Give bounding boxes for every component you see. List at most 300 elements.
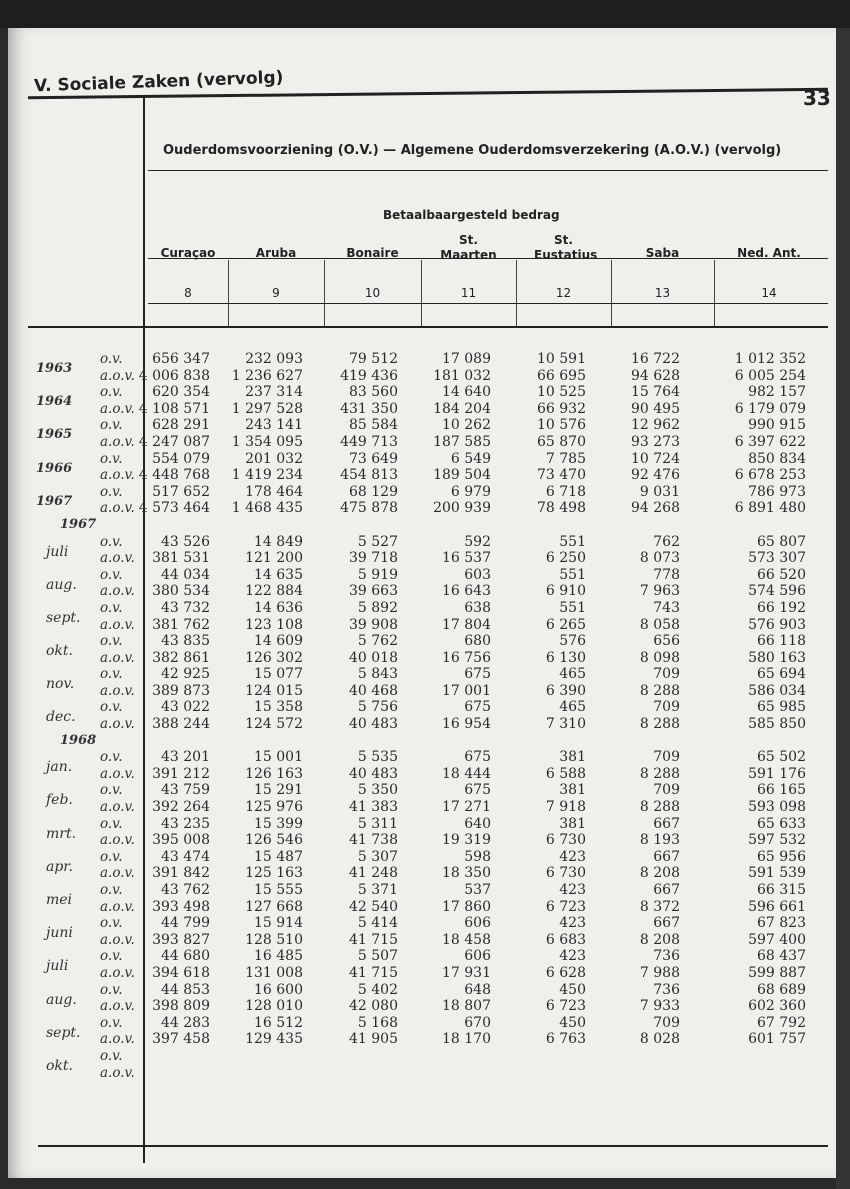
table-cell: 8 098 <box>639 649 680 666</box>
table-cell: 381 531 <box>152 550 210 567</box>
month-label: aug. <box>46 991 77 1008</box>
table-cell: 1 468 435 <box>231 500 303 517</box>
table-cell: 5 843 <box>357 666 398 683</box>
table-cell: 66 520 <box>757 566 806 583</box>
column-header: Curaçao <box>160 246 216 260</box>
table-cell: 42 540 <box>349 898 398 915</box>
table-cell: 16 485 <box>254 948 303 965</box>
table-row <box>8 1000 836 1017</box>
table-cell: 381 762 <box>152 616 210 633</box>
table-cell: 17 001 <box>442 682 491 699</box>
table-cell: 709 <box>653 782 680 799</box>
table-cell: 591 539 <box>748 865 806 882</box>
column-header: Aruba <box>255 246 297 260</box>
table-cell: 5 756 <box>357 699 398 716</box>
table-cell: 14 636 <box>254 599 303 616</box>
table-cell: 178 464 <box>245 483 303 500</box>
table-cell: 675 <box>464 749 491 766</box>
table-cell: 423 <box>559 948 586 965</box>
header-bottom-rule <box>28 326 828 328</box>
table-cell: 123 108 <box>245 616 303 633</box>
table-cell: 65 956 <box>757 848 806 865</box>
period-label: 1967 <box>60 516 97 532</box>
table-cell: 14 609 <box>254 633 303 650</box>
table-cell: 8 288 <box>639 799 680 816</box>
table-cell: 6 723 <box>545 998 586 1015</box>
row-type-label: o.v. <box>100 981 123 998</box>
table-cell: 121 200 <box>245 550 303 567</box>
table-cell: 90 495 <box>631 400 680 417</box>
table-cell: 592 <box>464 533 491 550</box>
table-cell: 94 268 <box>631 500 680 517</box>
table-cell: 15 077 <box>254 666 303 683</box>
table-cell: 66 315 <box>757 882 806 898</box>
table-cell: 93 273 <box>631 433 680 450</box>
table-cell: 6 390 <box>545 682 586 699</box>
group-header: Betaalbaargesteld bedrag <box>383 208 560 222</box>
table-cell: 16 643 <box>442 583 491 600</box>
subtitle-rule <box>148 170 828 171</box>
table-cell: 1 419 234 <box>231 467 303 484</box>
scan-top-border <box>0 0 850 28</box>
table-cell: 670 <box>464 1014 491 1031</box>
table-cell: 40 483 <box>349 765 398 782</box>
table-cell: 15 555 <box>254 882 303 898</box>
row-type-label: o.v. <box>100 633 123 650</box>
table-cell: 1 297 528 <box>231 400 303 417</box>
table-cell: 16 600 <box>254 981 303 998</box>
row-type-label: o.v. <box>100 599 123 616</box>
table-cell: 423 <box>559 882 586 898</box>
month-label: okt. <box>46 643 73 660</box>
table-cell: 16 954 <box>442 716 491 733</box>
table-cell: 394 618 <box>152 964 210 981</box>
table-cell: 78 498 <box>537 500 586 517</box>
table-cell: 6 683 <box>545 931 586 948</box>
table-cell: 5 762 <box>357 633 398 650</box>
row-type-label: a.o.v. <box>100 1031 135 1048</box>
table-cell: 419 436 <box>340 367 398 384</box>
table-cell: 18 458 <box>442 931 491 948</box>
table-cell: 124 572 <box>245 716 303 733</box>
table-cell: 6 910 <box>545 583 586 600</box>
table-cell: 598 <box>464 848 491 865</box>
table-cell: 391 212 <box>152 765 210 782</box>
row-type-label: o.v. <box>100 666 123 683</box>
table-cell: 43 022 <box>161 699 210 716</box>
table-cell: 423 <box>559 848 586 865</box>
month-label: mei <box>46 892 73 908</box>
row-type-label: a.o.v. <box>100 716 135 733</box>
table-row <box>8 502 836 519</box>
row-type-label: o.v. <box>100 417 123 434</box>
table-cell: 39 663 <box>349 583 398 600</box>
month-label: mrt. <box>46 825 77 842</box>
table-cell: 850 834 <box>748 450 806 467</box>
colhead-rule <box>148 303 828 304</box>
table-cell: 576 <box>559 633 586 650</box>
month-label: nov. <box>46 676 75 693</box>
column-separator <box>421 260 422 326</box>
table-cell: 380 534 <box>152 583 210 600</box>
table-cell: 41 738 <box>349 832 398 849</box>
table-cell: 551 <box>559 533 586 550</box>
table-cell: 131 008 <box>245 964 303 981</box>
table-cell: 675 <box>464 782 491 799</box>
column-number: 14 <box>761 286 777 300</box>
table-cell: 43 526 <box>161 533 210 550</box>
table-cell: 606 <box>464 948 491 965</box>
row-type-label: a.o.v. <box>100 1064 135 1081</box>
table-cell: 6 730 <box>545 832 586 849</box>
table-cell: 127 668 <box>245 898 303 915</box>
table-cell: 8 193 <box>639 832 680 849</box>
table-cell: 596 661 <box>748 898 806 915</box>
table-cell: 41 715 <box>349 964 398 981</box>
table-cell: 656 347 <box>152 351 210 367</box>
table-cell: 68 129 <box>349 483 398 500</box>
table-cell: 576 903 <box>748 616 806 633</box>
table-cell: 43 201 <box>161 749 210 766</box>
row-type-label: o.v. <box>100 533 123 550</box>
table-cell: 15 291 <box>254 782 303 799</box>
table-cell: 990 915 <box>748 417 806 434</box>
table-cell: 42 925 <box>161 666 210 683</box>
month-label: juli <box>46 958 69 975</box>
table-cell: 667 <box>653 848 680 865</box>
table-cell: 762 <box>653 533 680 550</box>
table-cell: 41 248 <box>349 865 398 882</box>
row-type-label: o.v. <box>100 384 123 401</box>
table-cell: 73 470 <box>537 467 586 484</box>
table-cell: 44 283 <box>161 1014 210 1031</box>
period-label: 1968 <box>60 732 97 748</box>
table-cell: 8 028 <box>639 1031 680 1048</box>
section-name: Sociale Zaken (vervolg) <box>57 67 284 96</box>
table-cell: 6 549 <box>450 450 491 467</box>
row-type-label: a.o.v. <box>100 898 135 915</box>
column-number: 13 <box>654 286 671 300</box>
column-header: Ned. Ant. <box>737 246 801 260</box>
row-type-label: o.v. <box>100 782 123 799</box>
table-cell: 8 073 <box>639 550 680 567</box>
table-row <box>8 585 836 602</box>
table-cell: 66 165 <box>757 782 806 799</box>
table-cell: 181 032 <box>433 367 491 384</box>
table-cell: 5 168 <box>357 1014 398 1031</box>
row-type-label: a.o.v. <box>100 500 135 517</box>
table-cell: 4 247 087 <box>138 433 210 450</box>
table-cell: 6 723 <box>545 898 586 915</box>
table-cell: 5 350 <box>357 782 398 799</box>
table-cell: 85 584 <box>349 417 398 434</box>
row-type-label: a.o.v. <box>100 400 135 417</box>
row-type-label: o.v. <box>100 848 123 865</box>
table-cell: 381 <box>559 782 586 799</box>
table-cell: 125 976 <box>245 799 303 816</box>
table-cell: 465 <box>559 666 586 683</box>
table-cell: 450 <box>559 981 586 998</box>
table-cell: 551 <box>559 599 586 616</box>
table-cell: 667 <box>653 882 680 898</box>
table-cell: 41 715 <box>349 931 398 948</box>
section-number: V. <box>33 75 52 97</box>
table-cell: 40 018 <box>349 649 398 666</box>
row-type-label: a.o.v. <box>100 832 135 849</box>
table-cell: 603 <box>464 566 491 583</box>
table-body <box>8 353 836 1083</box>
table-cell: 392 264 <box>152 799 210 816</box>
table-cell: 7 785 <box>545 450 586 467</box>
table-cell: 8 208 <box>639 931 680 948</box>
table-cell: 5 919 <box>357 566 398 583</box>
table-cell: 125 163 <box>245 865 303 882</box>
table-cell: 573 307 <box>748 550 806 567</box>
table-cell: 9 031 <box>639 483 680 500</box>
table-cell: 381 <box>559 815 586 832</box>
table-cell: 585 850 <box>748 716 806 733</box>
table-cell: 382 861 <box>152 649 210 666</box>
table-cell: 6 678 253 <box>734 467 806 484</box>
table-cell: 16 722 <box>631 351 680 367</box>
column-header: St. Eustatius <box>534 233 598 262</box>
table-cell: 8 208 <box>639 865 680 882</box>
column-separator <box>324 260 325 326</box>
table-cell: 709 <box>653 1014 680 1031</box>
table-cell: 68 437 <box>757 948 806 965</box>
table-cell: 16 537 <box>442 550 491 567</box>
table-cell: 17 860 <box>442 898 491 915</box>
table-row <box>8 718 836 735</box>
table-cell: 709 <box>653 666 680 683</box>
year-label: 1964 <box>36 394 73 410</box>
table-cell: 554 079 <box>152 450 210 467</box>
period-header-row <box>8 732 836 752</box>
table-cell: 10 525 <box>537 384 586 401</box>
table-cell: 465 <box>559 699 586 716</box>
row-type-label: o.v. <box>100 699 123 716</box>
table-cell: 12 962 <box>631 417 680 434</box>
row-type-label: o.v. <box>100 882 123 898</box>
table-cell: 7 963 <box>639 583 680 600</box>
table-cell: 709 <box>653 699 680 716</box>
column-header: Saba <box>645 246 680 260</box>
table-cell: 17 931 <box>442 964 491 981</box>
table-cell: 94 628 <box>631 367 680 384</box>
table-cell: 10 262 <box>442 417 491 434</box>
year-label: 1965 <box>36 427 73 443</box>
table-cell: 5 535 <box>357 749 398 766</box>
table-cell: 7 988 <box>639 964 680 981</box>
table-cell: 65 502 <box>757 749 806 766</box>
table-cell: 243 141 <box>245 417 303 434</box>
table-cell: 232 093 <box>245 351 303 367</box>
table-cell: 6 250 <box>545 550 586 567</box>
table-cell: 475 878 <box>340 500 398 517</box>
table-cell: 44 853 <box>161 981 210 998</box>
row-type-label: o.v. <box>100 1014 123 1031</box>
table-cell: 41 383 <box>349 799 398 816</box>
table-cell: 44 799 <box>161 915 210 932</box>
document-page <box>8 28 836 1178</box>
table-cell: 599 887 <box>748 964 806 981</box>
table-cell: 200 939 <box>433 500 491 517</box>
table-cell: 19 319 <box>442 832 491 849</box>
table-cell: 43 835 <box>161 633 210 650</box>
table-row <box>8 801 836 818</box>
row-type-label: o.v. <box>100 351 123 367</box>
table-cell: 15 399 <box>254 815 303 832</box>
table-subtitle: Ouderdomsvoorziening (O.V.) — Algemene Ouderdomsverzekering (A.O.V.) (vervolg) <box>163 143 782 158</box>
table-cell: 667 <box>653 815 680 832</box>
table-cell: 237 314 <box>245 384 303 401</box>
table-cell: 124 015 <box>245 682 303 699</box>
table-cell: 389 873 <box>152 682 210 699</box>
table-cell: 450 <box>559 1014 586 1031</box>
table-row <box>8 469 836 486</box>
table-cell: 6 891 480 <box>734 500 806 517</box>
column-number: 8 <box>184 286 192 300</box>
column-header: Bonaire <box>346 246 399 260</box>
table-cell: 73 649 <box>349 450 398 467</box>
row-type-label: a.o.v. <box>100 583 135 600</box>
row-type-label: a.o.v. <box>100 550 135 567</box>
table-cell: 597 532 <box>748 832 806 849</box>
page-number: 33 <box>803 86 831 110</box>
row-type-label: a.o.v. <box>100 964 135 981</box>
table-cell: 656 <box>653 633 680 650</box>
row-type-label: a.o.v. <box>100 799 135 816</box>
row-type-label: o.v. <box>100 1047 123 1064</box>
table-cell: 184 204 <box>433 400 491 417</box>
table-cell: 449 713 <box>340 433 398 450</box>
table-cell: 454 813 <box>340 467 398 484</box>
table-cell: 15 764 <box>631 384 680 401</box>
table-cell: 65 985 <box>757 699 806 716</box>
table-cell: 5 311 <box>357 815 398 832</box>
month-label: jan. <box>46 759 73 776</box>
table-cell: 126 546 <box>245 832 303 849</box>
table-cell: 129 435 <box>245 1031 303 1048</box>
table-cell: 5 507 <box>357 948 398 965</box>
table-cell: 8 288 <box>639 765 680 782</box>
table-cell: 126 163 <box>245 765 303 782</box>
row-type-label: a.o.v. <box>100 765 135 782</box>
row-type-label: a.o.v. <box>100 931 135 948</box>
row-type-label: o.v. <box>100 450 123 467</box>
table-cell: 391 842 <box>152 865 210 882</box>
table-cell: 4 006 838 <box>138 367 210 384</box>
row-type-label: o.v. <box>100 948 123 965</box>
table-cell: 43 732 <box>161 599 210 616</box>
row-type-label: a.o.v. <box>100 367 135 384</box>
table-cell: 580 163 <box>748 649 806 666</box>
table-cell: 44 680 <box>161 948 210 965</box>
table-cell: 638 <box>464 599 491 616</box>
scan-right-border <box>836 28 850 1189</box>
table-cell: 8 372 <box>639 898 680 915</box>
table-cell: 43 235 <box>161 815 210 832</box>
table-cell: 381 <box>559 749 586 766</box>
table-cell: 40 468 <box>349 682 398 699</box>
column-header: St. Maarten <box>440 233 497 262</box>
table-cell: 66 192 <box>757 599 806 616</box>
table-cell: 16 756 <box>442 649 491 666</box>
table-cell: 43 759 <box>161 782 210 799</box>
table-cell: 65 633 <box>757 815 806 832</box>
table-cell: 602 360 <box>748 998 806 1015</box>
column-number: 12 <box>555 286 572 300</box>
table-cell: 551 <box>559 566 586 583</box>
column-separator <box>228 260 229 326</box>
table-cell: 122 884 <box>245 583 303 600</box>
table-cell: 66 118 <box>757 633 806 650</box>
section-title <box>34 68 284 97</box>
row-type-label: a.o.v. <box>100 865 135 882</box>
table-cell: 786 973 <box>748 483 806 500</box>
table-cell: 14 640 <box>442 384 491 401</box>
table-cell: 6 130 <box>545 649 586 666</box>
table-cell: 591 176 <box>748 765 806 782</box>
table-cell: 15 358 <box>254 699 303 716</box>
table-cell: 6 763 <box>545 1031 586 1048</box>
table-cell: 15 001 <box>254 749 303 766</box>
month-label: feb. <box>46 792 73 809</box>
table-cell: 40 483 <box>349 716 398 733</box>
table-cell: 39 908 <box>349 616 398 633</box>
table-cell: 6 397 622 <box>734 433 806 450</box>
table-cell: 5 414 <box>357 915 398 932</box>
table-row <box>8 552 836 569</box>
month-label: juni <box>46 925 73 942</box>
table-cell: 14 635 <box>254 566 303 583</box>
table-cell: 126 302 <box>245 649 303 666</box>
column-number: 10 <box>364 286 381 300</box>
table-cell: 92 476 <box>631 467 680 484</box>
table-cell: 17 089 <box>442 351 491 367</box>
table-cell: 18 170 <box>442 1031 491 1048</box>
table-cell: 6 628 <box>545 964 586 981</box>
table-cell: 5 402 <box>357 981 398 998</box>
table-cell: 597 400 <box>748 931 806 948</box>
table-cell: 7 933 <box>639 998 680 1015</box>
table-cell: 67 823 <box>757 915 806 932</box>
table-cell: 79 512 <box>349 351 398 367</box>
table-cell: 17 271 <box>442 799 491 816</box>
table-cell: 15 914 <box>254 915 303 932</box>
table-cell: 1 354 095 <box>231 433 303 450</box>
row-type-label: o.v. <box>100 749 123 766</box>
column-separator <box>611 260 612 326</box>
table-cell: 6 979 <box>450 483 491 500</box>
table-cell: 189 504 <box>433 467 491 484</box>
table-cell: 66 695 <box>537 367 586 384</box>
table-cell: 5 307 <box>357 848 398 865</box>
table-cell: 423 <box>559 915 586 932</box>
table-cell: 187 585 <box>433 433 491 450</box>
table-cell: 44 034 <box>161 566 210 583</box>
table-cell: 6 265 <box>545 616 586 633</box>
table-cell: 1 012 352 <box>734 351 806 367</box>
month-label: juli <box>46 543 69 560</box>
table-row <box>8 1033 836 1050</box>
table-cell: 128 510 <box>245 931 303 948</box>
table-cell: 601 757 <box>748 1031 806 1048</box>
table-cell: 778 <box>653 566 680 583</box>
table-row <box>8 834 836 851</box>
row-type-label: a.o.v. <box>100 998 135 1015</box>
table-cell: 736 <box>653 981 680 998</box>
